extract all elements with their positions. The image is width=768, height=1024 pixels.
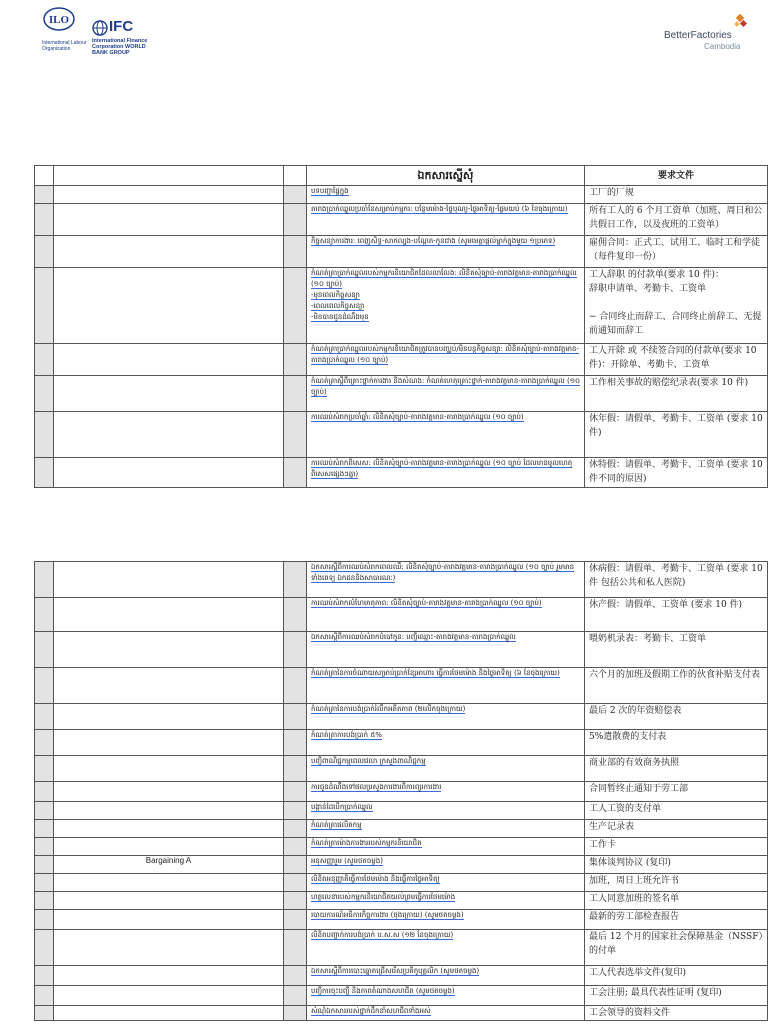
khmer-document-cell: [306, 236, 584, 268]
khmer-document-cell: [306, 1006, 584, 1021]
table-row: [35, 892, 768, 910]
table-row: [35, 966, 768, 986]
khmer-document-cell: [306, 930, 584, 966]
category-cell: [54, 910, 284, 930]
category-cell: [54, 966, 284, 986]
khmer-document-text: តារាងប្រាក់ឈ្នួលប្រចាំខែសម្រាប់កម្មករ: បន្ថែមម៉ោង-ថ្ងៃបុណ្យ-ថ្ងៃអាទិត្យ-ផ្លែមយប់ (៦ ខែចុងក្រោយ): [310, 205, 568, 213]
table-row: [35, 910, 768, 930]
bfc-country: Cambodia: [704, 42, 741, 51]
category-cell: [54, 930, 284, 966]
table-row: [35, 458, 768, 488]
khmer-document-text: លិខិតអនុញ្ញាតិធ្វើការថែមម៉ោង និងធ្វើការថ្ងៃអាទិត្យ: [310, 875, 440, 883]
category-cell: [54, 632, 284, 668]
category-cell: [54, 756, 284, 782]
chinese-document-cell: 休年假：请假单、考勤卡、工资单 (要求 10 件): [584, 412, 767, 458]
chinese-document-cell: 工作卡: [584, 838, 767, 856]
table-header-row: [35, 166, 768, 186]
category-cell: [54, 874, 284, 892]
category-cell: [54, 892, 284, 910]
khmer-document-cell: [306, 204, 584, 236]
khmer-document-text: ការជូនដំណឹងទៅផលប្រសួងការងារពីការព្យួរការងារ: [310, 783, 442, 791]
table-row: [35, 730, 768, 756]
table-row: [35, 376, 768, 412]
chinese-document-cell: 工人工资的支付单: [584, 802, 767, 820]
chinese-document-cell: 工会领导的资料文件: [584, 1006, 767, 1021]
khmer-document-text: លិខិតបញ្ជាក់ការបង់ប្រាក់ ប.ស.ស (១២ ខែចុងក្រោយ): [310, 931, 454, 939]
chinese-document-cell: 工人同意加班的签名单: [584, 892, 767, 910]
category-cell: Bargaining A: [54, 856, 284, 874]
khmer-document-text: កំណត់ត្រានៃការចំណាយសម្រាប់ប្រាក់ខ្សែអាហារ ធ្វើការថែមម៉ោង និងថ្ងៃអាទិត្យ (៦ ខែចុងក្រោយ): [310, 669, 560, 677]
khmer-document-text: កំណត់ត្រាប្រាក់ឈ្នួលរបស់កម្មករនិយោជិតត្រូវបានបញ្ឈប់/មិនបន្តកិច្ចសន្យា: លិខិតសុំច្បាប់-តារាងវត្តមាន-តារាងប្រាក់ឈ្នួល (១០ ច្បាប់): [310, 345, 579, 364]
category-cell: [54, 782, 284, 802]
khmer-document-cell: [306, 782, 584, 802]
svg-text:ILO: ILO: [48, 14, 70, 26]
ilo-name: International Labour Organization: [42, 40, 87, 52]
table-row: [35, 562, 768, 598]
category-cell: [54, 704, 284, 730]
khmer-document-text: ការឈប់សំរាកលំហែមាតុភាព: លិខិតសុំច្បាប់-តារាងវត្តមាន-តារាងប្រាក់ឈ្នួល (១០ ច្បាប់): [310, 599, 542, 607]
table-row: [35, 838, 768, 856]
khmer-document-text: កំណត់ត្រាម៉ោងការងាររបស់កម្មករនិយោជិត: [310, 839, 422, 847]
category-cell: [54, 820, 284, 838]
chinese-document-cell: 六个月的加班及假期工作的伙食补贴支付表: [584, 668, 767, 704]
khmer-document-cell: [306, 838, 584, 856]
ifc-name: International Finance Corporation WORLD BANK GROUP: [92, 38, 148, 56]
khmer-document-cell: [306, 966, 584, 986]
khmer-document-text: កំណត់ត្រាផលិតកម្ម: [310, 821, 362, 829]
chinese-document-cell: 工人代表选举文件(复印): [584, 966, 767, 986]
table-row: [35, 1006, 768, 1021]
chinese-document-cell: 加班，周日上班允许书: [584, 874, 767, 892]
khmer-document-cell: [306, 986, 584, 1006]
khmer-document-cell: [306, 802, 584, 820]
khmer-document-cell: [306, 756, 584, 782]
chinese-document-cell: 最后 2 次的年资赔偿表: [584, 704, 767, 730]
table-row: [35, 204, 768, 236]
table-row: [35, 930, 768, 966]
table-row: [35, 598, 768, 632]
khmer-document-cell: [306, 268, 584, 344]
ifc-wordmark: IFC: [109, 18, 134, 35]
category-cell: [54, 730, 284, 756]
chinese-document-cell: 喂奶机录表：考勤卡、工资单: [584, 632, 767, 668]
category-cell: [54, 838, 284, 856]
category-cell: [54, 598, 284, 632]
chinese-document-cell: 休病假：请假单、考勤卡、工资单 (要求 10 件 包括公共和私人医院): [584, 562, 767, 598]
khmer-document-text: ការឈប់សំរាកប្រចាំឆ្នាំ: លិខិតសុំច្បាប់-តារាងវត្តមាន-តារាងប្រាក់ឈ្នួល (១០ ច្បាប់): [310, 413, 524, 421]
khmer-document-cell: [306, 704, 584, 730]
khmer-document-text: ហត្ថលេខារបស់កម្មករនិយោជិតយល់ព្រមធ្វើការថែមម៉ោង: [310, 893, 456, 901]
khmer-document-text: ឯកសារស្តីពីការឈប់សំរាកពេលឈឺ: លិខិតសុំច្បាប់-តារាងវត្តមាន-តារាងប្រាក់ឈ្នួល (១០ ច្បាប់ រួមមានទាំងពេទ្យ ឯកជននិងសាធារណៈ): [310, 563, 575, 582]
khmer-document-cell: [306, 458, 584, 488]
table-row: [35, 344, 768, 376]
khmer-document-cell: [306, 892, 584, 910]
khmer-document-text: កំណត់ត្រាស្តីពីគ្រោះថ្នាក់ការងារ និងសំណង: កំណត់ហេតុគ្រោះថ្នាក់-តារាងវត្តមាន-តារាងប្រាក់ឈ្នួល (១០ ច្បាប់): [310, 377, 580, 396]
chinese-document-cell: 休特假：请假单、考勤卡、工资单 (要求 10 件不同的原因): [584, 458, 767, 488]
chinese-document-cell: 商业部的有效商务执照: [584, 756, 767, 782]
khmer-document-cell: [306, 856, 584, 874]
khmer-document-cell: [306, 186, 584, 204]
khmer-document-cell: [306, 344, 584, 376]
chinese-document-cell: 生产记录表: [584, 820, 767, 838]
requested-documents-table-1: [34, 165, 768, 488]
khmer-document-text: កិច្ចសន្យាការងារ: ពេញសិទ្ធ-សាកល្បង-បណ្តែត-កូនជាង (សូមមេត្តាផ្តល់ម្នាក់ក្នុងមួយ ១ប្រភេទ): [310, 237, 556, 245]
header-khmer: ឯកសារស្នើសុំ: [306, 166, 584, 186]
ilo-logo: [42, 6, 87, 66]
ilo-emblem-icon: [42, 6, 76, 32]
chinese-document-cell: 最后 12 个月的国家社会保障基金（NSSF）的付单: [584, 930, 767, 966]
better-factories-logo: [664, 14, 754, 54]
table-row: [35, 186, 768, 204]
bfc-diamond-icon: [732, 14, 750, 32]
table-row: [35, 632, 768, 668]
chinese-document-cell: 工厂的厂规: [584, 186, 767, 204]
khmer-document-cell: [306, 668, 584, 704]
table-row: [35, 412, 768, 458]
chinese-document-cell: 工人开除 或 不续签合同的付款单(要求 10 件)：开除单、考勤卡、工资单: [584, 344, 767, 376]
khmer-document-text: ឯកសារស្តីពីការឈប់សំរាកបំបៅកូន: បញ្ជីឈ្មោះ-តារាងវត្តមាន-តារាងប្រាក់ឈ្នួល: [310, 633, 516, 641]
khmer-document-cell: [306, 632, 584, 668]
khmer-document-text: កំណត់ត្រានៃការបង់ប្រាក់រំលឹកអតីតភាព (២លើកចុងក្រោយ): [310, 705, 466, 713]
table-row: [35, 704, 768, 730]
khmer-document-text: បញ្ជីការចុះបញ្ជី និងភាពតំណាងសហជីព (សូមថតចម្លង): [310, 987, 455, 995]
chinese-document-cell: 休产假：请假单、工资单 (要求 10 件): [584, 598, 767, 632]
table-row: [35, 668, 768, 704]
khmer-document-text: បង្កាន់ដៃបើកប្រាក់ឈ្នួល: [310, 803, 373, 811]
khmer-document-text: ការឈប់សំរាកពិសេស: លិខិតសុំច្បាប់-តារាងវត្តមាន-តារាងប្រាក់ឈ្នួល (១០ ច្បាប់ ដែលមានមូលហេតុពិសេសផ្សេងៗគ្នា): [310, 459, 573, 478]
table-row: [35, 856, 768, 874]
category-cell: [54, 562, 284, 598]
chinese-document-cell: 所有工人的 6 个月工资单（加班、周日和公共假日工作，以及夜班的工资单）: [584, 204, 767, 236]
chinese-document-cell: 5%遣散费的支付表: [584, 730, 767, 756]
ifc-globe-icon: [92, 20, 108, 36]
table-row: [35, 782, 768, 802]
khmer-document-cell: [306, 376, 584, 412]
chinese-document-cell: 雇佣合同：正式工、试用工、临时工和学徒（每件复印一份）: [584, 236, 767, 268]
khmer-document-text: អនុសញ្ញារួម (សូមថតចម្លង): [310, 857, 383, 865]
table-row: [35, 986, 768, 1006]
khmer-document-cell: [306, 598, 584, 632]
table-row: [35, 268, 768, 344]
khmer-document-cell: [306, 730, 584, 756]
category-cell: [54, 802, 284, 820]
khmer-document-text: កំណត់ត្រាការបង់ប្រាក់ ៥%: [310, 731, 382, 739]
table-row: [35, 874, 768, 892]
table-row: [35, 802, 768, 820]
khmer-document-text: របាយការណ៍អធិការកិច្ចការងារ (ចុងក្រោយ) (សូមថតចម្លង): [310, 911, 464, 919]
table-row: [35, 756, 768, 782]
chinese-document-cell: 工作相关事故的赔偿纪录表(要求 10 件): [584, 376, 767, 412]
requested-documents-table-2: [34, 561, 768, 1021]
chinese-document-cell: 集体谈判协议 (复印): [584, 856, 767, 874]
khmer-document-cell: [306, 820, 584, 838]
chinese-document-cell: 工会注册; 最具代表性证明 (复印): [584, 986, 767, 1006]
chinese-document-cell: 合同暂终止通知于劳工部: [584, 782, 767, 802]
header-chinese: 要求文件: [584, 166, 767, 186]
khmer-document-cell: [306, 562, 584, 598]
khmer-document-cell: [306, 874, 584, 892]
khmer-document-text: សំណុំឯកសាររបស់ថ្នាក់ដឹកនាំសហជីពទាំងអស់: [310, 1007, 431, 1015]
ifc-logo: [92, 18, 152, 64]
category-cell: [54, 668, 284, 704]
table-row: [35, 236, 768, 268]
khmer-document-cell: [306, 910, 584, 930]
chinese-document-cell: 工人辞职 的付款单(要求 10 件)： 辞职申请单、考勤卡、工资单 − 合同终止而辞工、合同终止前辞工、无提前通知而辞工: [584, 268, 767, 344]
khmer-document-text: បទបញ្ជាផ្ទៃក្នុង: [310, 187, 349, 195]
table-row: [35, 820, 768, 838]
chinese-document-cell: 最新的劳工部检查报告: [584, 910, 767, 930]
khmer-document-text: ឯកសារស្តីពីការបោះឆ្នោតជ្រើសរើសប្រតិភូបុគ្គលិក (សូមថតចម្លង): [310, 967, 480, 975]
khmer-document-text: បញ្ជីពាណិជ្ជកម្មពេលវេលា ក្រសួងពាណិជ្ជកម្ម: [310, 757, 426, 765]
khmer-document-text: កំណត់ត្រាប្រាក់ឈ្នួលរបស់កម្មករនិយោជិតដែលលាលែង: លិខិតសុំច្បាប់-តារាងវត្តមាន-តារាងប្រាក់ឈ្នួល (១០ ច្បាប់) -មុនពេលកិច្ចសន្យា -ពេលពេលកិច្ចសន្យា -មិនបានជូនដំណឹងមុន: [310, 269, 577, 321]
khmer-document-cell: [306, 412, 584, 458]
category-cell: [54, 1006, 284, 1021]
bfc-wordmark: BetterFactories: [664, 30, 732, 41]
category-cell: [54, 986, 284, 1006]
